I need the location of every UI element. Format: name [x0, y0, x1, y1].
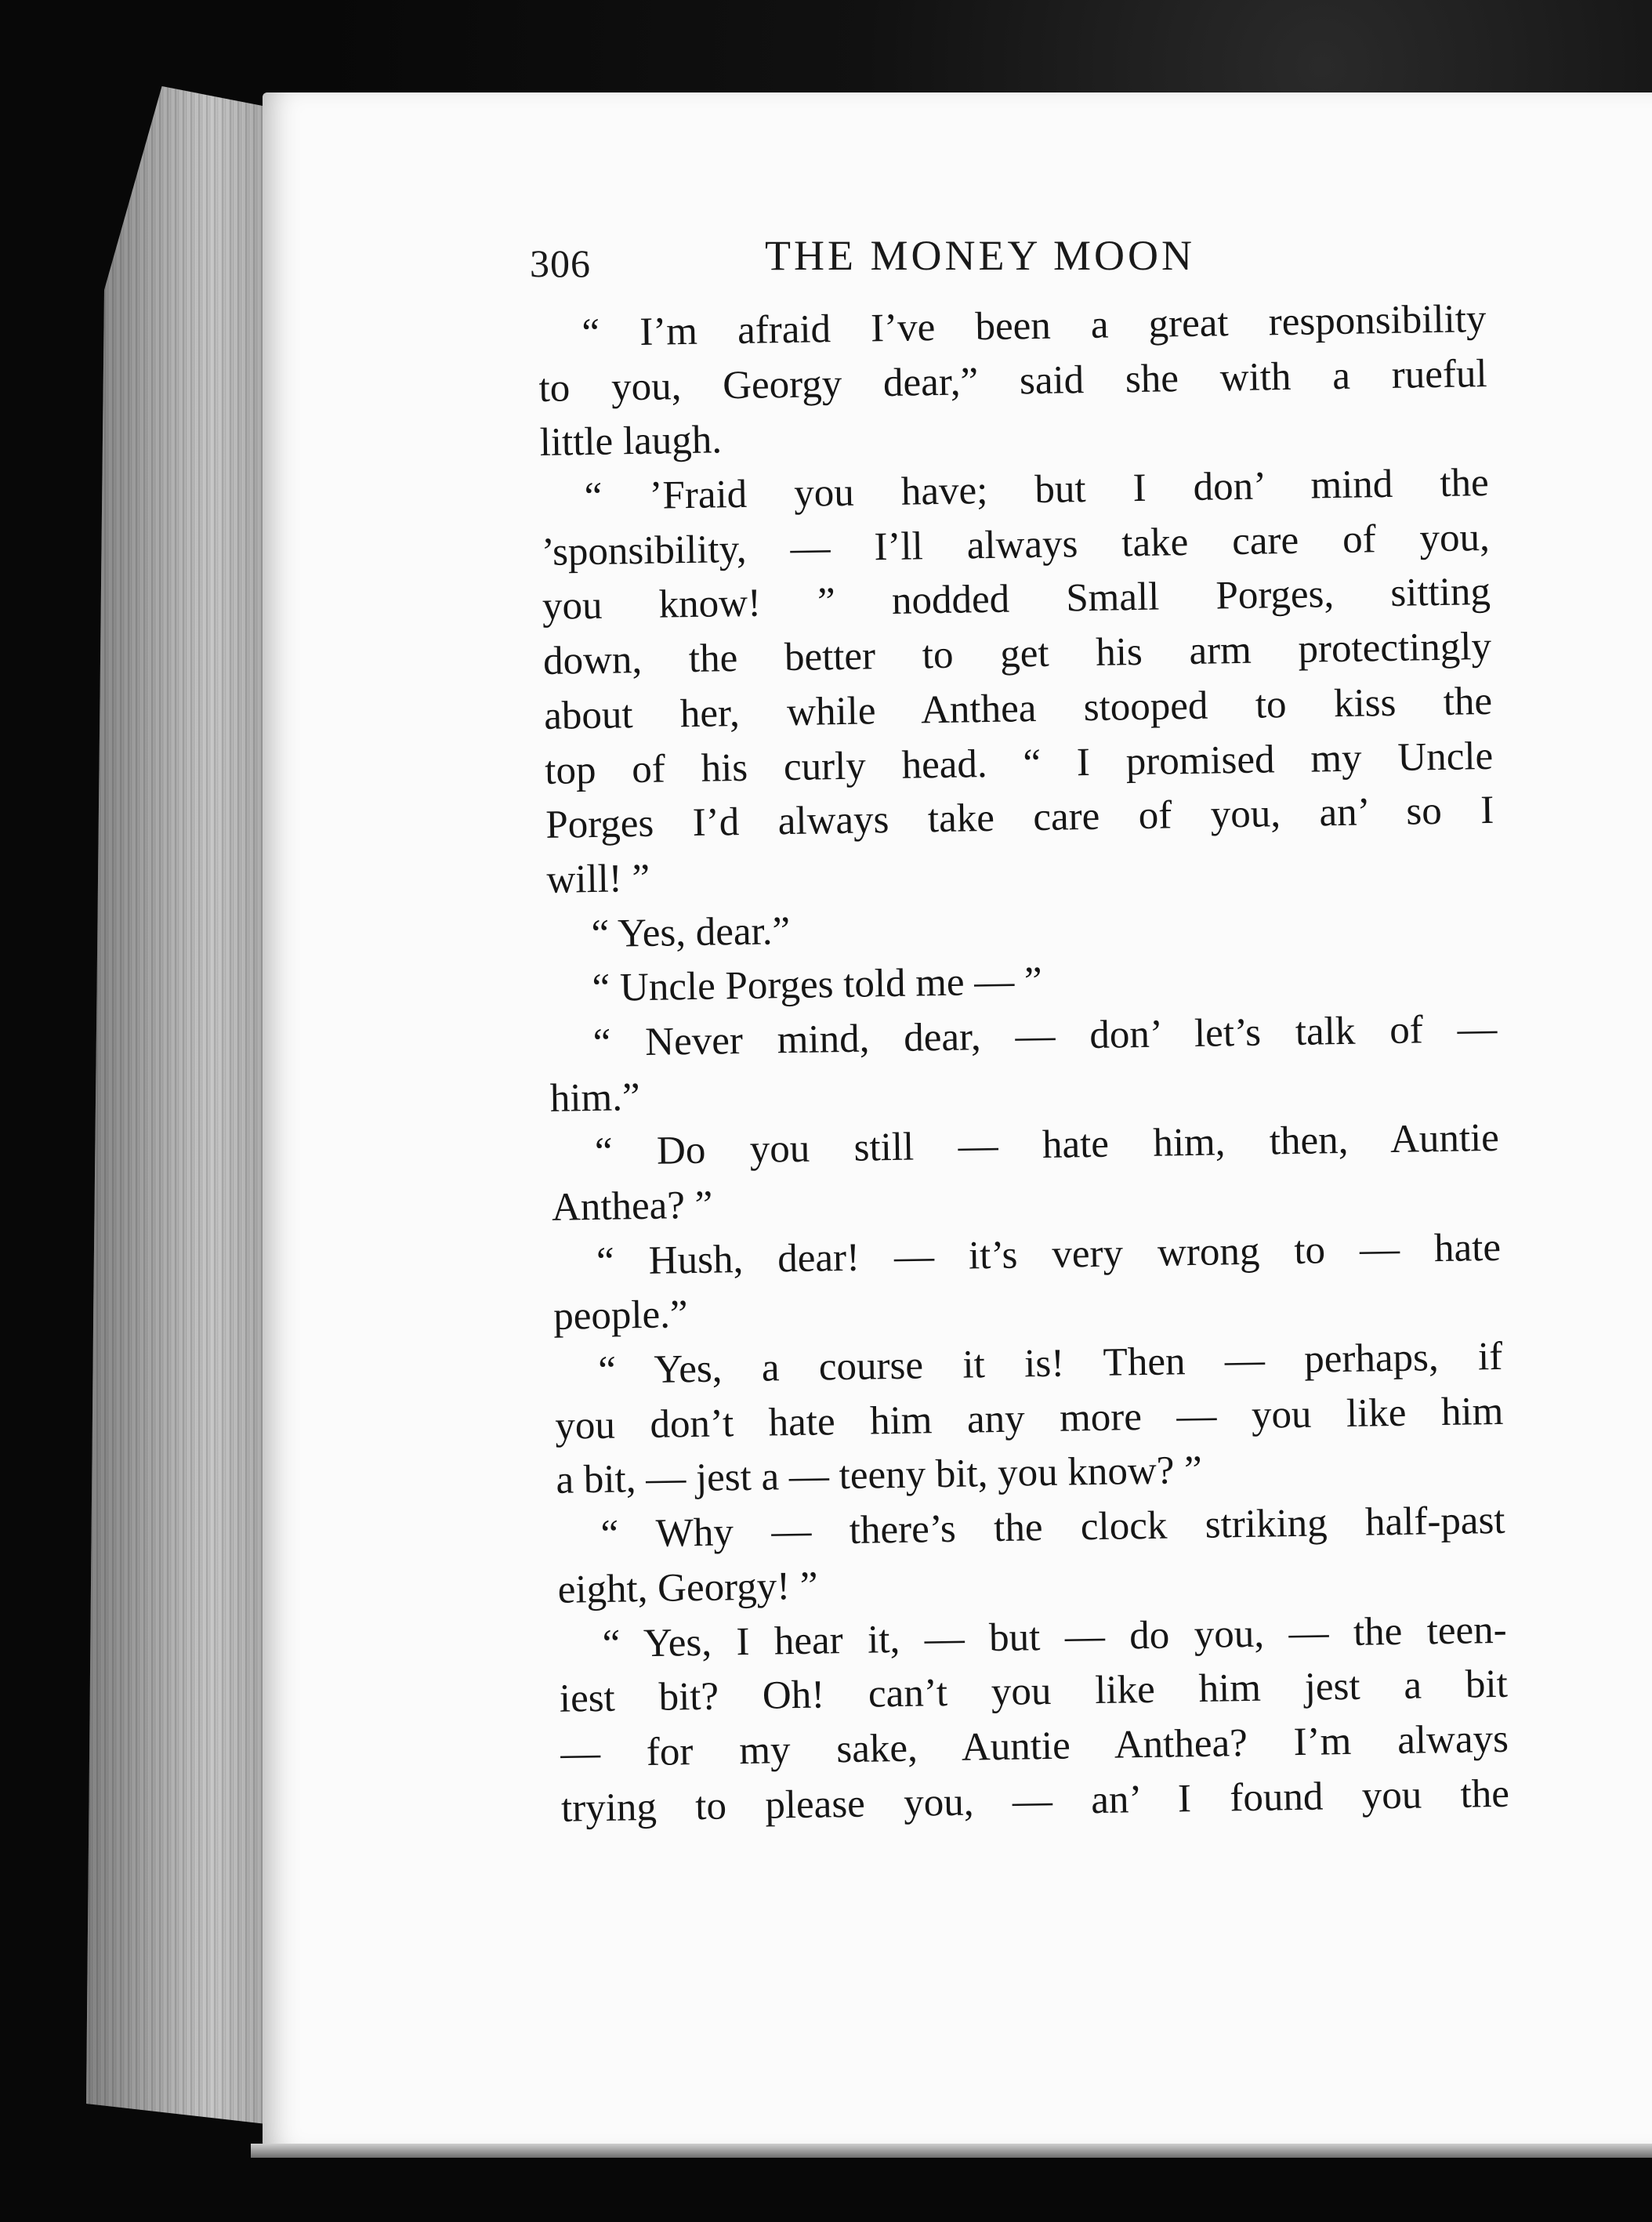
page-bottom-edge [251, 2144, 1652, 2158]
text-line: “ Why — there’s the clock striking half-past [600, 1498, 1505, 1557]
text-line: Porges I’d always take care of you, an’ so I [545, 788, 1494, 848]
text-line: iest bit? Oh! can’t you like him jest a bit [559, 1662, 1509, 1721]
text-line: about her, while Anthea stooped to kiss the [543, 679, 1493, 738]
page-number: 306 [530, 241, 591, 285]
text-line: Anthea? ” [551, 1183, 713, 1230]
text-line: to you, Georgy dear,” said she with a rueful [538, 351, 1487, 411]
text-line: little laugh. [539, 418, 723, 466]
page-header [530, 231, 1502, 286]
text-line: “ Never mind, dear, — don’ let’s talk of — [592, 1006, 1498, 1065]
text-line: “ Yes, I hear it, — but — do you, — the teen- [602, 1608, 1508, 1666]
text-line: down, the better to get his arm protectingly [542, 625, 1492, 684]
text-line: “ I’m afraid I’ve been a great responsibility [581, 296, 1487, 356]
page-edges-shadow [86, 86, 266, 2124]
text-line: will! ” [546, 856, 650, 902]
text-line: people.” [552, 1292, 688, 1339]
text-line: “ Uncle Porges told me — ” [592, 959, 1043, 1011]
text-line: trying to please you, — an’ I found you the [560, 1771, 1510, 1831]
body-text [538, 292, 1509, 1836]
text-line: “ Do you still — hate him, then, Auntie [594, 1116, 1500, 1175]
text-line: a bit, — jest a — teeny bit, you know? ” [556, 1448, 1203, 1503]
text-line: top of his curly head. “ I promised my Uncle [544, 734, 1494, 793]
text-line: — for my sake, Auntie Anthea? I’m always [560, 1716, 1509, 1776]
text-line: ’sponsibility, — I’ll always take care of you, [541, 515, 1491, 575]
text-line: him.” [549, 1075, 641, 1121]
text-line: “ Yes, dear.” [591, 908, 791, 956]
text-line: you know! ” nodded Small Porges, sitting [542, 570, 1491, 629]
text-line: “ ’Fraid you have; but I don’ mind the [584, 461, 1490, 520]
running-title: THE MONEY MOON [765, 232, 1195, 279]
text-line: you don’t hate him any more — you like him [554, 1389, 1504, 1448]
text-line: “ Hush, dear! — it’s very wrong to — hate [596, 1225, 1502, 1284]
text-line: eight, Georgy! ” [557, 1564, 818, 1612]
text-line: “ Yes, a course it is! Then — perhaps, if [597, 1334, 1503, 1394]
